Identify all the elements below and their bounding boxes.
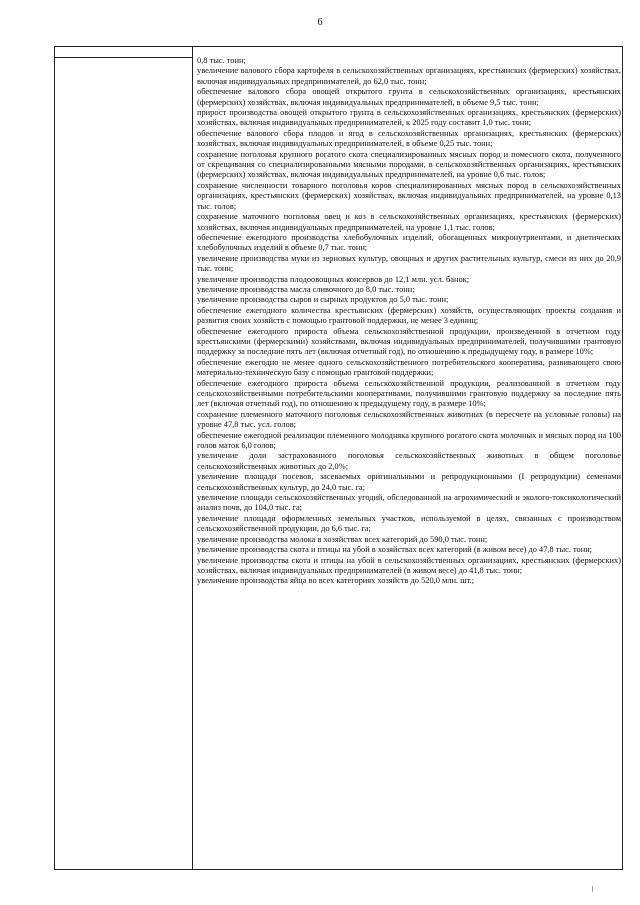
indicator-item: увеличение производства скота и птицы на убой в хозяйствах всех категорий (в живом весе) до 47,8 тыс. тонн; [197,545,593,555]
indicator-item: увеличение производства масла сливочного до 8,0 тыс. тонн; [197,284,415,294]
indicator-item: увеличение производства молока в хозяйствах всех категорий до 590,0 тыс. тонн; [197,534,488,544]
indicator-item: сохранение маточного поголовья овец и коз в сельскохозяйственных организациях, крестьянских (фермерских) хозяйствах, включая индивидуальных предпринимателей, на уровне 1,1 тыс. голов; [197,212,621,232]
indicator-item: увеличение площади сельскохозяйственных угодий, обследованной на агрохимический и эколого-токсикологический анализ почв, до 104,0 тыс. га; [197,493,621,513]
indicator-item: увеличение валового сбора картофеля в сельскохозяйственных организациях, крестьянских (фермерских) хозяйствах, включая индивидуальных предпринимателей, до 62,0 тыс. тонн; [197,66,621,86]
indicator-item: увеличение площади оформленных земельных участков, используемой в целях, связанных с производством сельскохозяйственной продукции, до 6,6 тыс. га; [197,513,621,534]
indicators-table [54,46,623,870]
indicator-item: прирост производства овощей открытого грунта в сельскохозяйственных организациях, крестьянских (фермерских) хозяйствах, включая индивидуальных предпринимателей, к 2025 году составит 1,0 тыс. тонн; [197,108,621,128]
indicator-item: увеличение производства плодоовощных консервов до 12,1 млн. усл. банок; [197,274,470,284]
table-right-column [197,56,621,587]
indicator-item: увеличение производства сыров и сырных продуктов до 5,0 тыс. тонн; [197,295,449,305]
scan-mark [592,886,593,892]
indicator-item: обеспечение ежегодной реализации племенного молодняка крупного рогатого скота молочных и мясных пород на 100 голов маток 6,0 голов; [197,430,621,451]
indicator-item: увеличение производства муки из зерновых культур, овощных и других растительных культур, смеси из них до 20,9 тыс. тонн; [197,253,621,274]
indicator-item: сохранение численности товарного поголовья коров специализированных мясных пород в сельскохозяйственных организациях, крестьянских (фермерских) хозяйствах, включая индивидуальных предпринимателей, на уровне 0,13 тыс. голов; [197,180,621,211]
page-number: 6 [317,17,323,28]
indicator-item: обеспечение ежегодного производства хлебобулочных изделий, обогащенных микронутриентами, и диетических хлебобулочных изделий в объеме 0,7 тыс. тонн; [197,232,621,253]
indicator-item: увеличение производства скота и птицы на убой в сельскохозяйственных организациях, крестьянских (фермерских) хозяйствах, включая индивидуальных предпринимателей (в живом весе) до 41,8 тыс. тонн; [197,555,621,575]
indicator-item: сохранение племенного маточного поголовья сельскохозяйственных животных (в пересчете на условные головы) на уровне 47,8 тыс. усл. голов; [197,409,621,430]
indicator-item: 0,8 тыс. тонн; [197,56,246,65]
table-row-divider [55,57,193,58]
table-left-column [55,47,193,869]
indicator-item: обеспечение валового сбора плодов и ягод в сельскохозяйственных организациях, крестьянских (фермерских) хозяйствах, включая индивидуальных предпринимателей, в объеме 0,25 тыс. тонн; [197,128,621,149]
indicator-item: обеспечение ежегодного прироста объема сельскохозяйственной продукции, реализованной в отчетном году сельскохозяйственными потребительскими кооперативами, получившими грантовую поддержку за последние пять лет (включая отчетный год), по отношению к предыдущему году, в размере 10%; [197,378,621,409]
indicator-item: обеспечение ежегодного прироста объема сельскохозяйственной продукции, произведенной в отчетном году крестьянскими (фермерскими) хозяйствами, включая индивидуальных предпринимателей, получившими грантовую поддержку за последние пять лет (включая отчетный год), по отношению к предыдущему году, в размере 10%; [197,326,621,357]
indicator-item: обеспечение ежегодно не менее одного сельскохозяйственного потребительского кооператива, развивающего свою материально-техническую базу с помощью грантовой поддержки; [197,357,621,378]
indicator-item: обеспечение ежегодного количества крестьянских (фермерских) хозяйств, осуществляющих проекты создания и развития своих хозяйств с помощью грантовой поддержки, не менее 3 единиц; [197,305,621,326]
indicator-item: увеличение производства яйца во всех категориях хозяйств до 520,0 млн. шт.; [197,576,475,586]
indicator-item: увеличение доли застрахованного поголовья сельскохозяйственных животных в общем поголовье сельскохозяйственных животных до 2,0%; [197,451,621,471]
indicator-item: обеспечение валового сбора овощей открытого грунта в сельскохозяйственных организациях, крестьянских (фермерских) хозяйствах, включая индивидуальных предпринимателей, в объеме 9,5 тыс. тонн; [197,87,621,107]
indicator-item: увеличение площади посевов, засеваемых оригинальными и репродукционными (I репродукции) семенами сельскохозяйственных культур, до 24,0 тыс. га; [197,472,621,492]
indicator-item: сохранение поголовья крупного рогатого скота специализированных мясных пород и помесного скота, полученного от скрещивания со специализированными мясными породами, в сельскохозяйственных организациях, крестьянских (фермерских) хозяйствах, включая индивидуальных предпринимателей, на уровне 0,6 тыс. голов; [197,149,621,180]
